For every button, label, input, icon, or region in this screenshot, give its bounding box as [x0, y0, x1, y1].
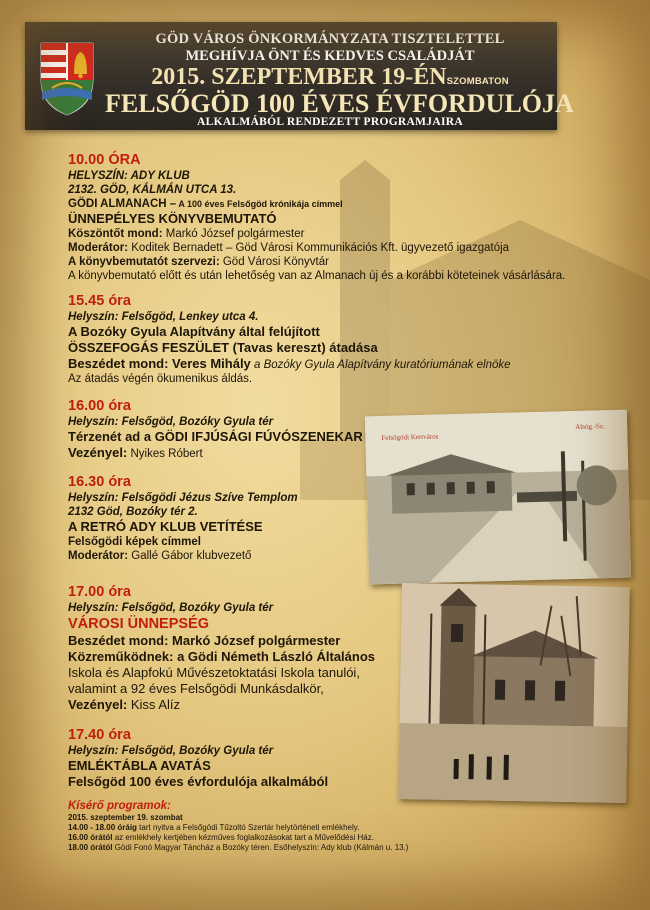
- event-address: 2132 Göd, Bozóky tér 2.: [68, 506, 198, 518]
- church-illustration: [398, 583, 630, 803]
- event-note: A könyvbemutató előtt és után lehetőség van az Almanach új és a korábbi köteteinek vásárlására.: [68, 270, 566, 282]
- welcome-label: Köszöntőt mond:: [68, 228, 163, 240]
- side-program-text: az emlékhely kertjében kézműves foglalkozásokat tart a Művelődési Ház.: [112, 833, 374, 842]
- conductor-label: Vezényel:: [68, 697, 128, 712]
- header-title: FELSŐGÖD 100 ÉVES ÉVFORDULÓJA: [105, 89, 574, 118]
- event-1000: [68, 152, 568, 283]
- coop-label: Közreműködnek:: [68, 649, 174, 664]
- side-program-item: [68, 843, 488, 853]
- header-line-1: GÖD VÁROS ÖNKORMÁNYZATA TISZTELETTEL: [155, 31, 505, 47]
- date-text: 2015. SZEPTEMBER 19-ÉN: [151, 64, 447, 90]
- event-title: GÖDI ALMANACH –: [68, 198, 177, 210]
- event-line-2: Felsőgödi képek címmel: [68, 536, 201, 548]
- event-time: 17.00 óra: [68, 584, 131, 600]
- organizer-label: A könyvbemutatót szervezi:: [68, 256, 220, 268]
- event-time: 16.00 óra: [68, 398, 131, 414]
- event-line-1: Térzenét ad a GÖDI IFJÚSÁGI FÚVÓSZENEKAR: [68, 429, 363, 444]
- welcome-value: Markó József polgármester: [162, 228, 305, 240]
- event-line-1: A RETRÓ ADY KLUB VETÍTÉSE: [68, 519, 263, 534]
- event-title-2: ÜNNEPÉLYES KÖNYVBEMUTATÓ: [68, 211, 277, 226]
- header-banner: [25, 22, 574, 130]
- event-time: 15.45 óra: [68, 293, 131, 309]
- side-programs-title: Kísérő programok:: [68, 800, 171, 812]
- coop-line-2: Iskola és Alapfokú Művészetoktatási Iskola tanulói,: [68, 665, 360, 680]
- conductor-value: Nyikes Róbert: [127, 448, 203, 460]
- moderator-value: Koditek Bernadett – Göd Városi Kommunikációs Kft. ügyvezető igazgatója: [128, 242, 510, 254]
- conductor-value: Kiss Alíz: [127, 697, 181, 712]
- event-line-2: Felsőgöd 100 éves évfordulója alkalmából: [68, 774, 329, 789]
- conductor-label: Vezényel:: [68, 445, 128, 460]
- moderator-label: Moderátor:: [68, 550, 129, 562]
- side-program-item: [68, 833, 488, 843]
- event-1545: [68, 293, 568, 386]
- event-address: 2132. GÖD, KÁLMÁN UTCA 13.: [68, 184, 237, 196]
- speech: Beszédet mond: Markó József polgármester: [68, 633, 341, 648]
- coat-of-arms-icon: [38, 40, 96, 118]
- event-time: 17.40 óra: [68, 727, 131, 743]
- side-programs: [68, 799, 488, 853]
- side-program-text: tart nyitva a Felsőgödi Tűzoltó Szertár helytörténeti emlékhely.: [136, 823, 360, 832]
- event-time: 16.30 óra: [68, 474, 131, 490]
- event-title: VÁROSI ÜNNEPSÉG: [68, 616, 209, 632]
- header-subtitle: ALKALMÁBÓL RENDEZETT PROGRAMJAIRA: [197, 116, 463, 128]
- side-program-time: 16.00 órától: [68, 833, 113, 842]
- speech-label: Beszédet mond: Veres Mihály: [68, 356, 251, 371]
- side-program-time: 14.00 - 18.00 óráig: [68, 823, 137, 832]
- event-line-2: ÖSSZEFOGÁS FESZÜLET (Tavas kereszt) átadása: [68, 340, 378, 355]
- header-line-2: MEGHÍVJA ÖNT ÉS KEDVES CSALÁDJÁT: [185, 48, 475, 64]
- church-photo: [398, 583, 630, 803]
- event-place: Helyszín: Felsőgöd, Bozóky Gyula tér: [68, 745, 274, 757]
- speech-note: a Bozóky Gyula Alapítvány kuratóriumának elnöke: [250, 359, 511, 371]
- event-place: Helyszín: Felsőgöd, Bozóky Gyula tér: [68, 602, 274, 614]
- coop-line-1: a Gödi Németh László Általános: [173, 649, 376, 664]
- coop-line-3: valamint a 92 éves Felsőgödi Munkásdalkör,: [68, 681, 324, 696]
- postcard-caption-left: Felsőgödi Kertváros: [381, 432, 439, 443]
- side-program-item: [68, 823, 488, 833]
- event-place: HELYSZÍN: ADY KLUB: [68, 170, 190, 182]
- event-line-1: A Bozóky Gyula Alapítvány által felújított: [68, 324, 320, 339]
- moderator-label: Moderátor:: [68, 242, 129, 254]
- event-place: Helyszín: Felsőgöd, Lenkey utca 4.: [68, 311, 259, 323]
- event-time: 10.00 ÓRA: [68, 152, 141, 168]
- organizer-value: Göd Városi Könyvtár: [219, 256, 329, 268]
- event-place: Helyszín: Felsőgöd, Bozóky Gyula tér: [68, 416, 274, 428]
- event-title-note: A 100 éves Felsőgöd krónikája címmel: [176, 199, 343, 209]
- moderator-value: Gallé Gábor klubvezető: [128, 550, 252, 562]
- postcard-photo: [365, 410, 631, 585]
- event-place: Helyszín: Felsőgödi Jézus Szíve Templom: [68, 492, 298, 504]
- postcard-caption-right: Alsóg.-Sz.: [575, 422, 605, 431]
- side-program-time: 18.00 órától: [68, 843, 113, 852]
- event-note: Az átadás végén ökumenikus áldás.: [68, 373, 253, 385]
- header-date: [105, 64, 555, 91]
- day-text: SZOMBATON: [446, 76, 509, 87]
- event-line-1: EMLÉKTÁBLA AVATÁS: [68, 758, 211, 773]
- side-program-text: Gödi Fonó Magyar Táncház a Bozóky téren. Esőhelyszín: Ady klub (Kálmán u. 13.): [112, 843, 409, 852]
- side-programs-date: 2015. szeptember 19. szombat: [68, 813, 183, 822]
